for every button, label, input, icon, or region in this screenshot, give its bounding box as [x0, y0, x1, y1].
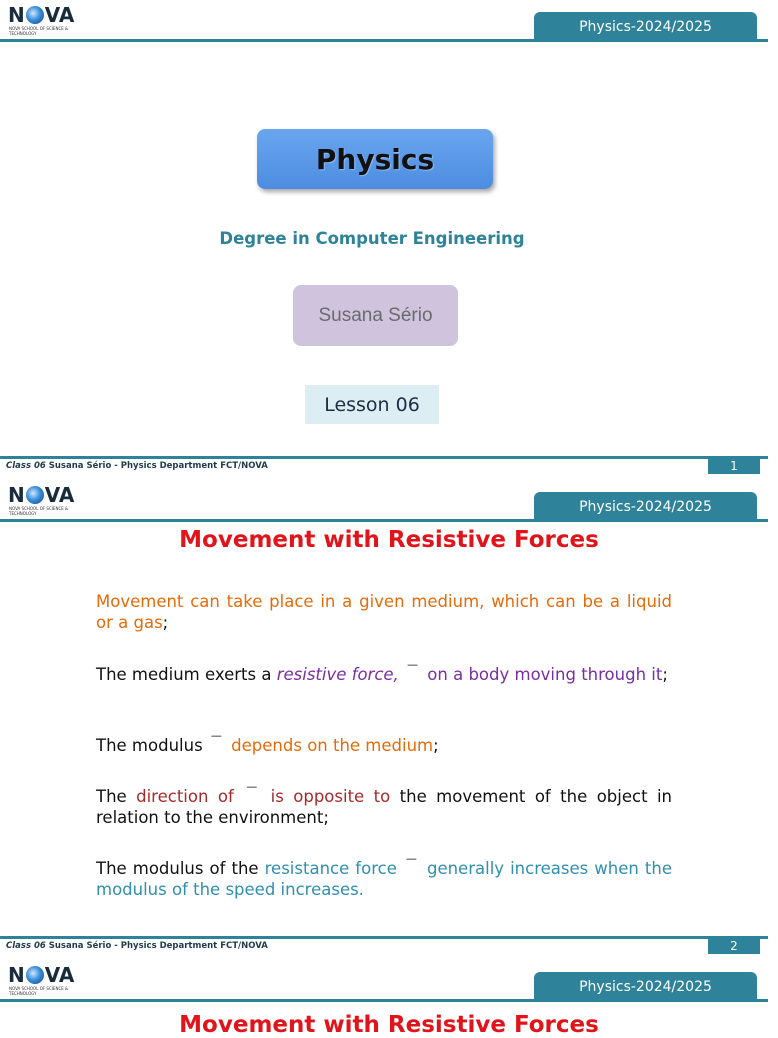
slide-3 — [0, 960, 768, 1038]
footer-divider — [0, 456, 768, 459]
text-span: is opposite to — [261, 787, 391, 806]
text-span: ; — [662, 665, 668, 684]
slide-2 — [0, 480, 768, 960]
paragraph-medium — [96, 591, 672, 633]
page-number: 1 — [708, 458, 760, 474]
paragraph-direction — [96, 786, 672, 828]
footer-text — [6, 461, 268, 471]
logo-subtitle: NOVA SCHOOL OF SCIENCE & TECHNOLOGY — [9, 986, 69, 996]
paragraph-resistive-force — [96, 664, 672, 685]
paragraph-speed — [96, 858, 672, 900]
force-vector-symbol — [404, 664, 422, 685]
nova-logo — [8, 964, 78, 1000]
footer-department: Susana Sério - Physics Department FCT/NOVA — [45, 941, 268, 951]
logo-text-right: VA — [44, 3, 75, 27]
logo-subtitle: NOVA SCHOOL OF SCIENCE & TECHNOLOGY — [9, 26, 69, 36]
nova-logo — [8, 4, 78, 40]
globe-icon — [26, 966, 44, 984]
degree-subtitle: Degree in Computer Engineering — [219, 229, 525, 248]
course-tab: Physics-2024/2025 — [534, 492, 757, 522]
text-span: The medium exerts a — [96, 665, 277, 684]
text-span: The modulus of the — [96, 859, 265, 878]
text-span: Movement can take place in a given medium, which can be a liquid or a gas — [96, 592, 672, 632]
slide-title: Physics — [257, 129, 493, 189]
course-tab: Physics-2024/2025 — [534, 972, 757, 1002]
lesson-label: Lesson 06 — [305, 385, 439, 424]
footer-text — [6, 941, 268, 951]
logo-text-right: VA — [44, 483, 75, 507]
globe-icon — [26, 486, 44, 504]
slide-title: Movement with Resistive Forces — [179, 527, 599, 553]
paragraph-modulus — [96, 735, 672, 756]
force-vector-symbol — [243, 786, 261, 807]
course-tab: Physics-2024/2025 — [534, 12, 757, 42]
logo-text-left: N — [8, 483, 25, 507]
force-vector-symbol — [403, 858, 421, 879]
text-span: ; — [433, 736, 439, 755]
logo-text-left: N — [8, 963, 25, 987]
text-span: depends on the medium — [225, 736, 434, 755]
slide-title: Movement with Resistive Forces — [179, 1012, 599, 1038]
logo-text-left: N — [8, 3, 25, 27]
footer-class-label: Class 06 — [6, 461, 46, 471]
text-span: resistance force — [264, 859, 403, 878]
page-number: 2 — [708, 938, 760, 954]
logo-subtitle: NOVA SCHOOL OF SCIENCE & TECHNOLOGY — [9, 506, 69, 516]
author-name: Susana Sério — [293, 285, 458, 346]
text-span: The modulus — [96, 736, 208, 755]
nova-logo — [8, 484, 78, 520]
globe-icon — [26, 6, 44, 24]
slide-1 — [0, 0, 768, 480]
text-span: direction of — [136, 787, 244, 806]
text-span: generally increases when the modulus of the speed increases. — [96, 859, 672, 899]
text-span: on a body moving through it — [422, 665, 663, 684]
text-span: the movement of the object in relation to the environment; — [96, 787, 673, 827]
footer-divider — [0, 936, 768, 939]
text-span: resistive force, — [276, 665, 405, 684]
logo-text-right: VA — [44, 963, 75, 987]
footer-class-label: Class 06 — [6, 941, 46, 951]
footer-department: Susana Sério - Physics Department FCT/NOVA — [45, 461, 268, 471]
text-span: ; — [162, 613, 169, 632]
force-vector-symbol — [208, 735, 226, 756]
text-span: The — [96, 787, 137, 806]
